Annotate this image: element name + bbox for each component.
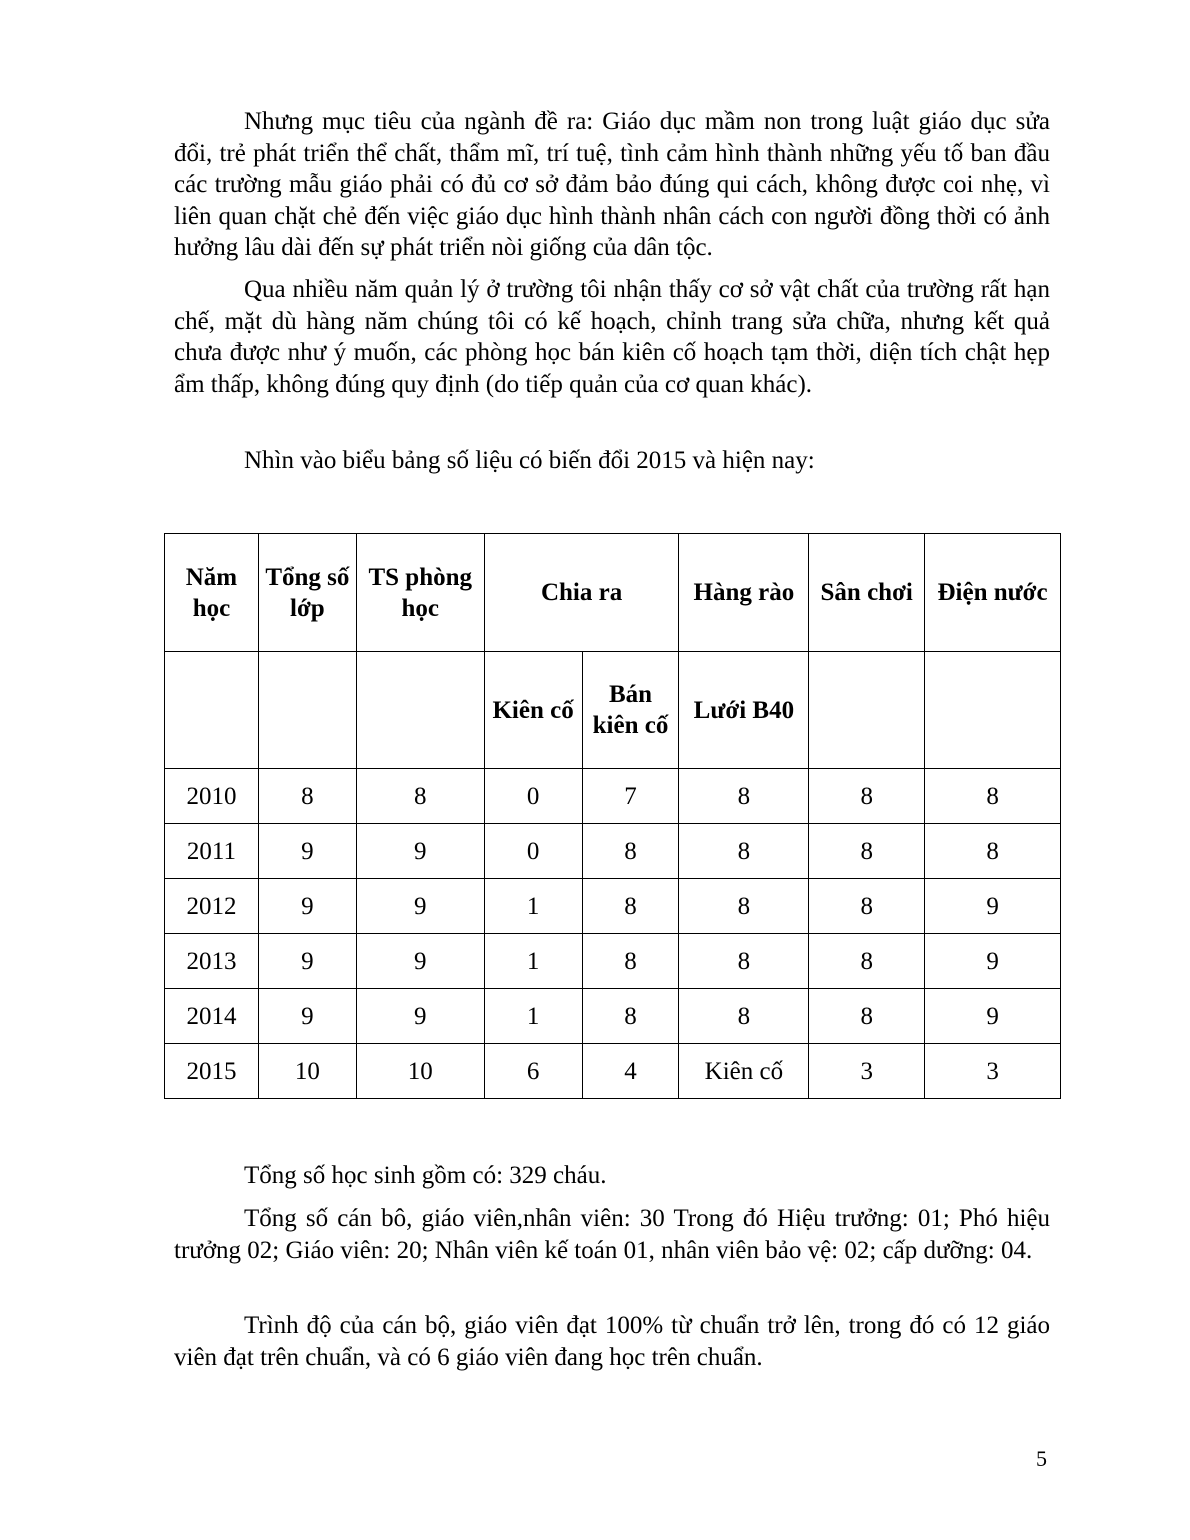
cell-year: 2013 xyxy=(165,934,259,989)
empty-cell xyxy=(925,652,1061,769)
cell: 8 xyxy=(925,824,1061,879)
header-san-choi: Sân chơi xyxy=(809,534,925,652)
header-ts-phong-hoc: TS phòng học xyxy=(356,534,484,652)
cell: 8 xyxy=(809,879,925,934)
cell: 0 xyxy=(484,824,582,879)
cell: 8 xyxy=(809,934,925,989)
cell: 8 xyxy=(582,879,679,934)
cell-year: 2011 xyxy=(165,824,259,879)
table-row xyxy=(165,1044,1061,1099)
cell: 10 xyxy=(258,1044,356,1099)
cell: 1 xyxy=(484,934,582,989)
table-header-row xyxy=(165,534,1061,652)
cell: 8 xyxy=(679,824,809,879)
cell: 10 xyxy=(356,1044,484,1099)
cell: 9 xyxy=(258,824,356,879)
paragraph-students: Tổng số học sinh gồm có: 329 cháu. xyxy=(244,1162,607,1189)
table-row xyxy=(165,824,1061,879)
header-ban-kien-co: Bán kiên cố xyxy=(582,652,679,769)
cell: 9 xyxy=(258,989,356,1044)
header-tong-so-lop: Tổng số lớp xyxy=(258,534,356,652)
cell-year: 2015 xyxy=(165,1044,259,1099)
cell: 9 xyxy=(925,989,1061,1044)
table-row xyxy=(165,934,1061,989)
cell-year: 2012 xyxy=(165,879,259,934)
header-chia-ra: Chia ra xyxy=(484,534,679,652)
cell: 6 xyxy=(484,1044,582,1099)
empty-cell xyxy=(258,652,356,769)
cell: 3 xyxy=(809,1044,925,1099)
cell: 9 xyxy=(356,934,484,989)
table-row xyxy=(165,879,1061,934)
cell: 8 xyxy=(809,769,925,824)
cell: 9 xyxy=(258,879,356,934)
page-number: 5 xyxy=(1036,1446,1047,1471)
cell: 9 xyxy=(356,989,484,1044)
cell-year: 2014 xyxy=(165,989,259,1044)
empty-cell xyxy=(165,652,259,769)
cell: 0 xyxy=(484,769,582,824)
cell: 8 xyxy=(679,934,809,989)
facilities-table xyxy=(164,533,1061,1099)
paragraph-goals: Nhưng mục tiêu của ngành đề ra: Giáo dục mầm non trong luật giáo dục sửa đổi, trẻ phát triển thể chất, thẩm mĩ, trí tuệ, tình cảm hình thành những yếu tố ban đầu các trường mẫu giáo phải có đủ cơ sở đảm bảo đúng qui cách, không được coi nhẹ, vì liên quan chặt chẻ đến việc giáo dục hình thành nhân cách con người đồng thời có ảnh hưởng lâu dài đến sự phát triển nòi giống của dân tộc. xyxy=(174,108,1050,261)
header-hang-rao: Hàng rào xyxy=(679,534,809,652)
cell: 1 xyxy=(484,879,582,934)
cell: 9 xyxy=(925,934,1061,989)
table-row xyxy=(165,769,1061,824)
cell: 8 xyxy=(679,769,809,824)
header-nam-hoc: Năm học xyxy=(165,534,259,652)
header-kien-co: Kiên cố xyxy=(484,652,582,769)
cell: 1 xyxy=(484,989,582,1044)
cell: 8 xyxy=(356,769,484,824)
cell: 8 xyxy=(582,824,679,879)
cell-year: 2010 xyxy=(165,769,259,824)
cell: Kiên cố xyxy=(679,1044,809,1099)
cell: 8 xyxy=(679,879,809,934)
paragraph-management: Qua nhiều năm quản lý ở trường tôi nhận thấy cơ sở vật chất của trường rất hạn chế, mặt dù hàng năm chúng tôi có kế hoạch, chỉnh trang sửa chữa, nhưng kết quả chưa được như ý muốn, các phòng học bán kiên cố hoạch tạm thời, diện tích chật hẹp ẩm thấp, không đúng quy định (do tiếp quản của cơ quan khác). xyxy=(174,276,1050,398)
empty-cell xyxy=(356,652,484,769)
cell: 9 xyxy=(356,879,484,934)
cell: 4 xyxy=(582,1044,679,1099)
header-luoi-b40: Lưới B40 xyxy=(679,652,809,769)
cell: 9 xyxy=(356,824,484,879)
header-dien-nuoc: Điện nước xyxy=(925,534,1061,652)
cell: 9 xyxy=(258,934,356,989)
cell: 8 xyxy=(582,989,679,1044)
paragraph-table-intro: Nhìn vào biểu bảng số liệu có biến đổi 2015 và hiện nay: xyxy=(244,447,815,474)
cell: 8 xyxy=(258,769,356,824)
cell: 9 xyxy=(925,879,1061,934)
cell: 8 xyxy=(679,989,809,1044)
paragraph-staff: Tổng số cán bô, giáo viên,nhân viên: 30 Trong đó Hiệu trưởng: 01; Phó hiệu trưởng 02; Giáo viên: 20; Nhân viên kế toán 01, nhân viên bảo vệ: 02; cấp dưỡng: 04. xyxy=(174,1205,1050,1264)
table-subheader-row xyxy=(165,652,1061,769)
cell: 8 xyxy=(925,769,1061,824)
paragraph-qualifications: Trình độ của cán bộ, giáo viên đạt 100% từ chuẩn trở lên, trong đó có 12 giáo viên đạt trên chuẩn, và có 6 giáo viên đang học trên chuẩn. xyxy=(174,1312,1050,1371)
empty-cell xyxy=(809,652,925,769)
cell: 3 xyxy=(925,1044,1061,1099)
cell: 8 xyxy=(582,934,679,989)
cell: 8 xyxy=(809,989,925,1044)
cell: 8 xyxy=(809,824,925,879)
cell: 7 xyxy=(582,769,679,824)
table-row xyxy=(165,989,1061,1044)
